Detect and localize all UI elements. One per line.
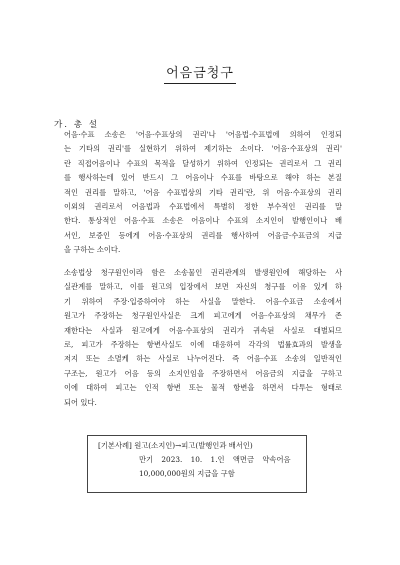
paragraph-line: 원고가 주장하는 청구원인사실은 크게 피고에게 어음·수표상의 채무가 존: [64, 311, 342, 321]
paragraph-line: 재한다는 사실과 원고에게 어음·수표상의 권리가 귀속된 사실로 대별되므: [64, 325, 342, 335]
example-case-parties: [기본사례] 원고(소지인)→피고(발행인과 배서인): [98, 441, 253, 450]
basic-case-example-box: [87, 435, 307, 493]
example-case-note-terms: 만기 2023. 10. 1.인 액면금 약속어음: [139, 455, 291, 464]
paragraph-line: 저지 또는 소멸케 하는 사실로 나누어진다. 즉 어음·수표 소송의 일반적인: [64, 354, 342, 364]
paragraph-line: 구조는, 원고가 어음 등의 소지인임을 주장하면서 어음금의 지급을 구하고: [64, 368, 342, 378]
document-title: [0, 62, 400, 84]
paragraph-line: 되어 있다.: [64, 397, 97, 407]
paragraph-cause-of-claim: [64, 266, 342, 410]
paragraph-overview: [64, 128, 342, 258]
paragraph-line: 서인, 보증인 등에게 어음·수표상의 권리를 행사하여 어음금·수표금의 지급: [64, 230, 342, 240]
paragraph-line: 한다. 통상적인 어음·수표 소송은 어음이나 수표의 소지인이 발행인이나 배: [64, 216, 342, 226]
paragraph-line: 기 위하여 주장·입증하여야 하는 사실을 말한다. 어음·수표금 소송에서: [64, 296, 342, 306]
paragraph-line: 을 구하는 소이다.: [64, 245, 121, 255]
paragraph-line: 는 기타의 권리'를 실현하기 위하여 제기하는 소이다. '어음·수표상의 권리': [64, 144, 342, 154]
paragraph-line: 란 직접어음이나 수표의 목적을 달성하기 위하여 인정되는 권리로서 그 권리: [64, 158, 342, 168]
paragraph-line: 를 행사하는데 있어 반드시 그 어음이나 수표를 바탕으로 해야 하는 본질: [64, 173, 342, 183]
paragraph-line: 이에 대하여 피고는 인적 항변 또는 물적 항변을 하면서 다투는 형태로: [64, 383, 342, 393]
section-heading: 가. 총 설: [54, 120, 100, 130]
paragraph-line: 이외의 권리로서 어음법과 수표법에서 특별히 정한 부수적인 권리를 말: [64, 202, 342, 212]
paragraph-line: 적인 권리를 말하고, '어음 수표법상의 기타 권리'란, 위 어음·수표상의 권리: [64, 187, 342, 197]
paragraph-line: 소송법상 청구원인이라 함은 소송물인 권리관계의 발생원인에 해당하는 사: [64, 268, 342, 277]
paragraph-line: 로, 피고가 주장하는 항변사실도 이에 대응하여 각각의 법률효과의 발생을: [64, 340, 342, 350]
document-title-text: 어음금청구: [164, 62, 236, 84]
paragraph-line: 실관계를 말하고, 이를 원고의 입장에서 보면 자신의 청구를 이유 있게 하: [64, 282, 342, 292]
paragraph-line: 어음·수표 소송은 '어음·수표상의 권리'나 '어음법·수표법에 의하여 인정되: [64, 130, 342, 139]
example-case-amount: 10,000,000원의 지급을 구함: [139, 469, 235, 478]
